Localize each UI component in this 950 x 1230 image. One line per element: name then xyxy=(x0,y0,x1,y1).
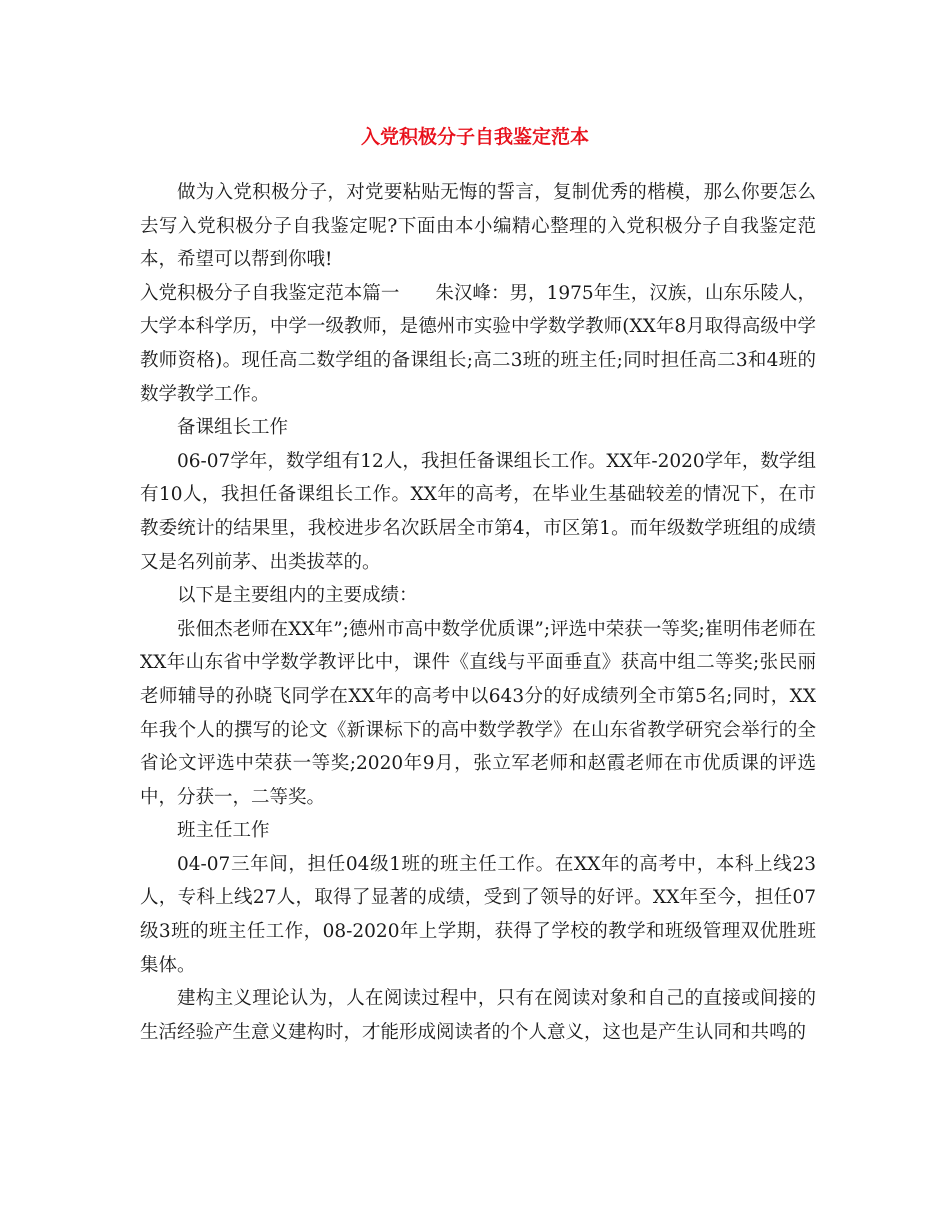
heading-lesson-prep: 备课组长工作 xyxy=(177,417,289,439)
paragraph-profile xyxy=(140,277,816,411)
paragraph-homeroom: 04-07三年间，担任04级1班的班主任工作。在XX年的高考中，本科上线23人，专科上线27人，取得了显著的成绩，受到了领导的好评。XX年至今，担任07级3班的班主任工作，08-2020年上学期，获得了学校的教学和班级管理双优胜班集体。 xyxy=(140,853,816,976)
heading-homeroom: 班主任工作 xyxy=(177,820,270,842)
paragraph-achievements: 张佃杰老师在XX年”;德州市高中数学优质课”;评选中荣获一等奖;崔明伟老师在XX年山东省中学数学教评比中，课件《直线与平面垂直》获高中组二等奖;张民丽老师辅导的孙晓飞同学在XX年的高考中以643分的好成绩列全市第5名;同时，XX年我个人的撰写的论文《新课标下的高中数学教学》在山东省教学研究会举行的全省论文评选中荣获一等奖;2020年9月，张立军老师和赵霞老师在市优质课的评选中，分获一，二等奖。 xyxy=(140,618,816,808)
paragraph-lesson-prep: 06-07学年，数学组有12人，我担任备课组长工作。XX年-2020学年，数学组有10人，我担任备课组长工作。XX年的高考，在毕业生基础较差的情况下，在市教委统计的结果里，我校进步名次跃居全市第4，市区第1。而年级数学班组的成绩又是名列前茅、出类拔萃的。 xyxy=(140,450,816,573)
section-label-article-one: 入党积极分子自我鉴定范本篇一 xyxy=(140,282,400,304)
paragraph-intro: 做为入党积极分子，对党要粘贴无悔的誓言，复制优秀的楷模，那么你要怎么去写入党积极分子自我鉴定呢?下面由本小编精心整理的入党积极分子自我鉴定范本，希望可以帮到你哦! xyxy=(140,182,816,271)
document-body xyxy=(140,176,816,1049)
paragraph-constructivism: 建构主义理论认为，人在阅读过程中，只有在阅读对象和自己的直接或间接的生活经验产生意义建构时，才能形成阅读者的个人意义，这也是产生认同和共鸣的 xyxy=(140,988,816,1043)
document-title: 入党积极分子自我鉴定范本 xyxy=(360,126,589,148)
paragraph-achievements-intro: 以下是主要组内的主要成绩： xyxy=(177,585,418,607)
profile-text: 朱汉峰：男，1975年生，汉族，山东乐陵人，大学本科学历，中学一级教师，是德州市实验中学数学教师(XX年8月取得高级中学教师资格)。现任高二数学组的备课组长;高二3班的班主任;同时担任高二3和4班的数学教学工作。 xyxy=(140,282,816,405)
